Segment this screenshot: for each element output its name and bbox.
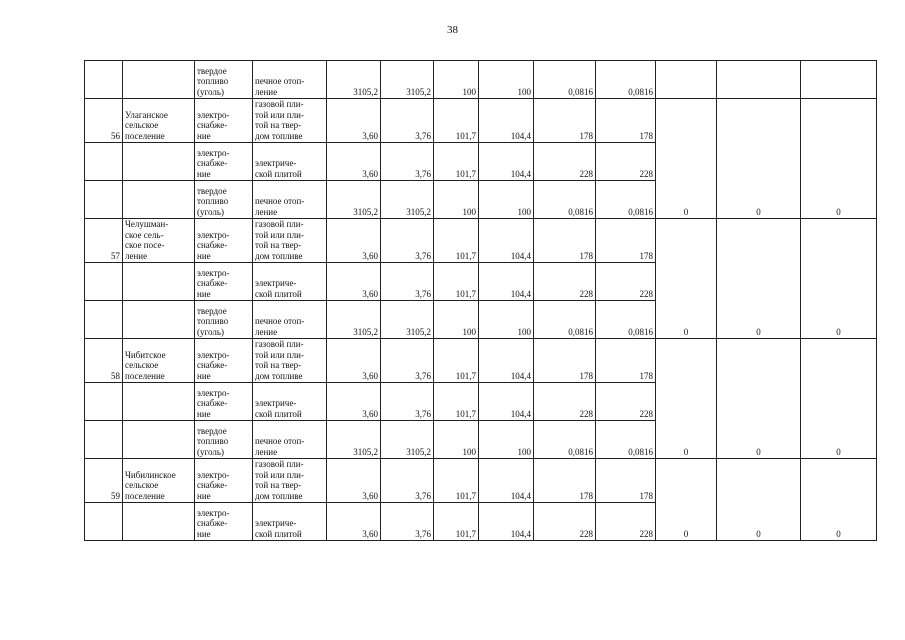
row-number-cell [85, 181, 123, 219]
settlement-name-cell [123, 61, 195, 99]
value-cell-1: 3105,2 [327, 61, 381, 99]
value-cell-3: 100 [434, 181, 479, 219]
direction-cell: электриче- ской плитой [253, 263, 327, 301]
value-cell-4: 104,4 [479, 339, 534, 383]
row-number-cell [85, 143, 123, 181]
value-cell-4: 104,4 [479, 219, 534, 263]
resource-cell: электро- снабже- ние [195, 99, 253, 143]
settlement-name-cell [123, 181, 195, 219]
value-cell-2: 3105,2 [381, 421, 434, 459]
value-cell-2: 3,76 [381, 459, 434, 503]
direction-cell: газовой пли- той или пли- той на твер- дом топливе [253, 99, 327, 143]
settlement-name-cell: Чибитское сельское поселение [123, 339, 195, 383]
row-number-cell [85, 61, 123, 99]
settlement-name-cell: Чибилинское сельское поселение [123, 459, 195, 503]
value-cell-6: 178 [596, 459, 656, 503]
resource-cell: твердое топливо (уголь) [195, 421, 253, 459]
value-cell-4: 104,4 [479, 99, 534, 143]
value-cell-3: 100 [434, 421, 479, 459]
value-cell-1: 3,60 [327, 263, 381, 301]
summary-cell-3: 0 [801, 99, 877, 219]
value-cell-3: 101,7 [434, 143, 479, 181]
value-cell-4: 104,4 [479, 503, 534, 541]
row-number-cell: 56 [85, 99, 123, 143]
value-cell-3: 101,7 [434, 263, 479, 301]
row-number-cell [85, 503, 123, 541]
summary-cell-1: 0 [656, 99, 717, 219]
value-cell-5: 228 [534, 383, 596, 421]
value-cell-4: 104,4 [479, 143, 534, 181]
direction-cell: печное отоп- ление [253, 181, 327, 219]
value-cell-3: 101,7 [434, 339, 479, 383]
tariff-table [84, 60, 877, 541]
value-cell-6: 228 [596, 263, 656, 301]
value-cell-4: 104,4 [479, 459, 534, 503]
value-cell-6: 178 [596, 219, 656, 263]
value-cell-1: 3105,2 [327, 181, 381, 219]
value-cell-1: 3,60 [327, 143, 381, 181]
resource-cell: электро- снабже- ние [195, 383, 253, 421]
resource-cell: электро- снабже- ние [195, 503, 253, 541]
value-cell-4: 100 [479, 61, 534, 99]
value-cell-6: 228 [596, 143, 656, 181]
summary-cell-2 [717, 61, 801, 99]
settlement-name-cell [123, 263, 195, 301]
settlement-name-cell [123, 503, 195, 541]
value-cell-5: 228 [534, 143, 596, 181]
value-cell-5: 0,0816 [534, 61, 596, 99]
value-cell-2: 3,76 [381, 143, 434, 181]
page-number: 38 [447, 24, 458, 36]
value-cell-5: 0,0816 [534, 301, 596, 339]
value-cell-5: 178 [534, 339, 596, 383]
table-row [85, 339, 877, 383]
settlement-name-cell: Челушман- ское сель- ское посе- ление [123, 219, 195, 263]
resource-cell: электро- снабже- ние [195, 459, 253, 503]
resource-cell: электро- снабже- ние [195, 263, 253, 301]
value-cell-4: 104,4 [479, 263, 534, 301]
direction-cell: электриче- ской плитой [253, 143, 327, 181]
value-cell-6: 228 [596, 503, 656, 541]
row-number-cell: 57 [85, 219, 123, 263]
value-cell-2: 3,76 [381, 503, 434, 541]
value-cell-5: 228 [534, 503, 596, 541]
row-number-cell: 59 [85, 459, 123, 503]
summary-cell-1: 0 [656, 459, 717, 541]
direction-cell: электриче- ской плитой [253, 383, 327, 421]
row-number-cell [85, 263, 123, 301]
resource-cell: электро- снабже- ние [195, 219, 253, 263]
direction-cell: газовой пли- той или пли- той на твер- дом топливе [253, 339, 327, 383]
summary-cell-2: 0 [717, 219, 801, 339]
direction-cell: печное отоп- ление [253, 61, 327, 99]
value-cell-2: 3,76 [381, 263, 434, 301]
value-cell-3: 101,7 [434, 459, 479, 503]
value-cell-5: 178 [534, 219, 596, 263]
value-cell-1: 3105,2 [327, 421, 381, 459]
row-number-cell [85, 301, 123, 339]
value-cell-5: 178 [534, 99, 596, 143]
value-cell-1: 3,60 [327, 219, 381, 263]
value-cell-4: 100 [479, 421, 534, 459]
value-cell-3: 100 [434, 301, 479, 339]
value-cell-5: 0,0816 [534, 181, 596, 219]
row-number-cell: 58 [85, 339, 123, 383]
value-cell-1: 3105,2 [327, 301, 381, 339]
summary-cell-1 [656, 61, 717, 99]
value-cell-4: 100 [479, 301, 534, 339]
summary-cell-3 [801, 61, 877, 99]
table-row [85, 61, 877, 99]
value-cell-1: 3,60 [327, 459, 381, 503]
settlement-name-cell [123, 143, 195, 181]
value-cell-2: 3,76 [381, 99, 434, 143]
value-cell-2: 3105,2 [381, 61, 434, 99]
value-cell-4: 100 [479, 181, 534, 219]
resource-cell: электро- снабже- ние [195, 339, 253, 383]
value-cell-5: 228 [534, 263, 596, 301]
value-cell-6: 0,0816 [596, 301, 656, 339]
value-cell-2: 3105,2 [381, 301, 434, 339]
row-number-cell [85, 421, 123, 459]
value-cell-6: 0,0816 [596, 181, 656, 219]
value-cell-1: 3,60 [327, 383, 381, 421]
summary-cell-2: 0 [717, 339, 801, 459]
value-cell-1: 3,60 [327, 339, 381, 383]
value-cell-2: 3105,2 [381, 181, 434, 219]
summary-cell-3: 0 [801, 339, 877, 459]
value-cell-2: 3,76 [381, 383, 434, 421]
value-cell-6: 228 [596, 383, 656, 421]
table-row [85, 99, 877, 143]
summary-cell-1: 0 [656, 219, 717, 339]
value-cell-5: 178 [534, 459, 596, 503]
summary-cell-1: 0 [656, 339, 717, 459]
direction-cell: печное отоп- ление [253, 301, 327, 339]
value-cell-3: 101,7 [434, 503, 479, 541]
row-number-cell [85, 383, 123, 421]
summary-cell-3: 0 [801, 459, 877, 541]
value-cell-1: 3,60 [327, 99, 381, 143]
value-cell-6: 178 [596, 339, 656, 383]
resource-cell: твердое топливо (уголь) [195, 301, 253, 339]
table-row [85, 219, 877, 263]
resource-cell: твердое топливо (уголь) [195, 61, 253, 99]
direction-cell: печное отоп- ление [253, 421, 327, 459]
direction-cell: электриче- ской плитой [253, 503, 327, 541]
value-cell-3: 101,7 [434, 383, 479, 421]
value-cell-2: 3,76 [381, 339, 434, 383]
resource-cell: электро- снабже- ние [195, 143, 253, 181]
value-cell-3: 101,7 [434, 99, 479, 143]
table-row [85, 459, 877, 503]
summary-cell-2: 0 [717, 99, 801, 219]
settlement-name-cell [123, 383, 195, 421]
value-cell-6: 0,0816 [596, 61, 656, 99]
value-cell-6: 0,0816 [596, 421, 656, 459]
settlement-name-cell [123, 301, 195, 339]
summary-cell-2: 0 [717, 459, 801, 541]
resource-cell: твердое топливо (уголь) [195, 181, 253, 219]
direction-cell: газовой пли- той или пли- той на твер- дом топливе [253, 219, 327, 263]
value-cell-3: 101,7 [434, 219, 479, 263]
table-body [85, 61, 877, 541]
value-cell-2: 3,76 [381, 219, 434, 263]
value-cell-6: 178 [596, 99, 656, 143]
value-cell-5: 0,0816 [534, 421, 596, 459]
value-cell-4: 104,4 [479, 383, 534, 421]
settlement-name-cell [123, 421, 195, 459]
value-cell-1: 3,60 [327, 503, 381, 541]
direction-cell: газовой пли- той или пли- той на твер- дом топливе [253, 459, 327, 503]
summary-cell-3: 0 [801, 219, 877, 339]
settlement-name-cell: Улаганское сельское поселение [123, 99, 195, 143]
value-cell-3: 100 [434, 61, 479, 99]
